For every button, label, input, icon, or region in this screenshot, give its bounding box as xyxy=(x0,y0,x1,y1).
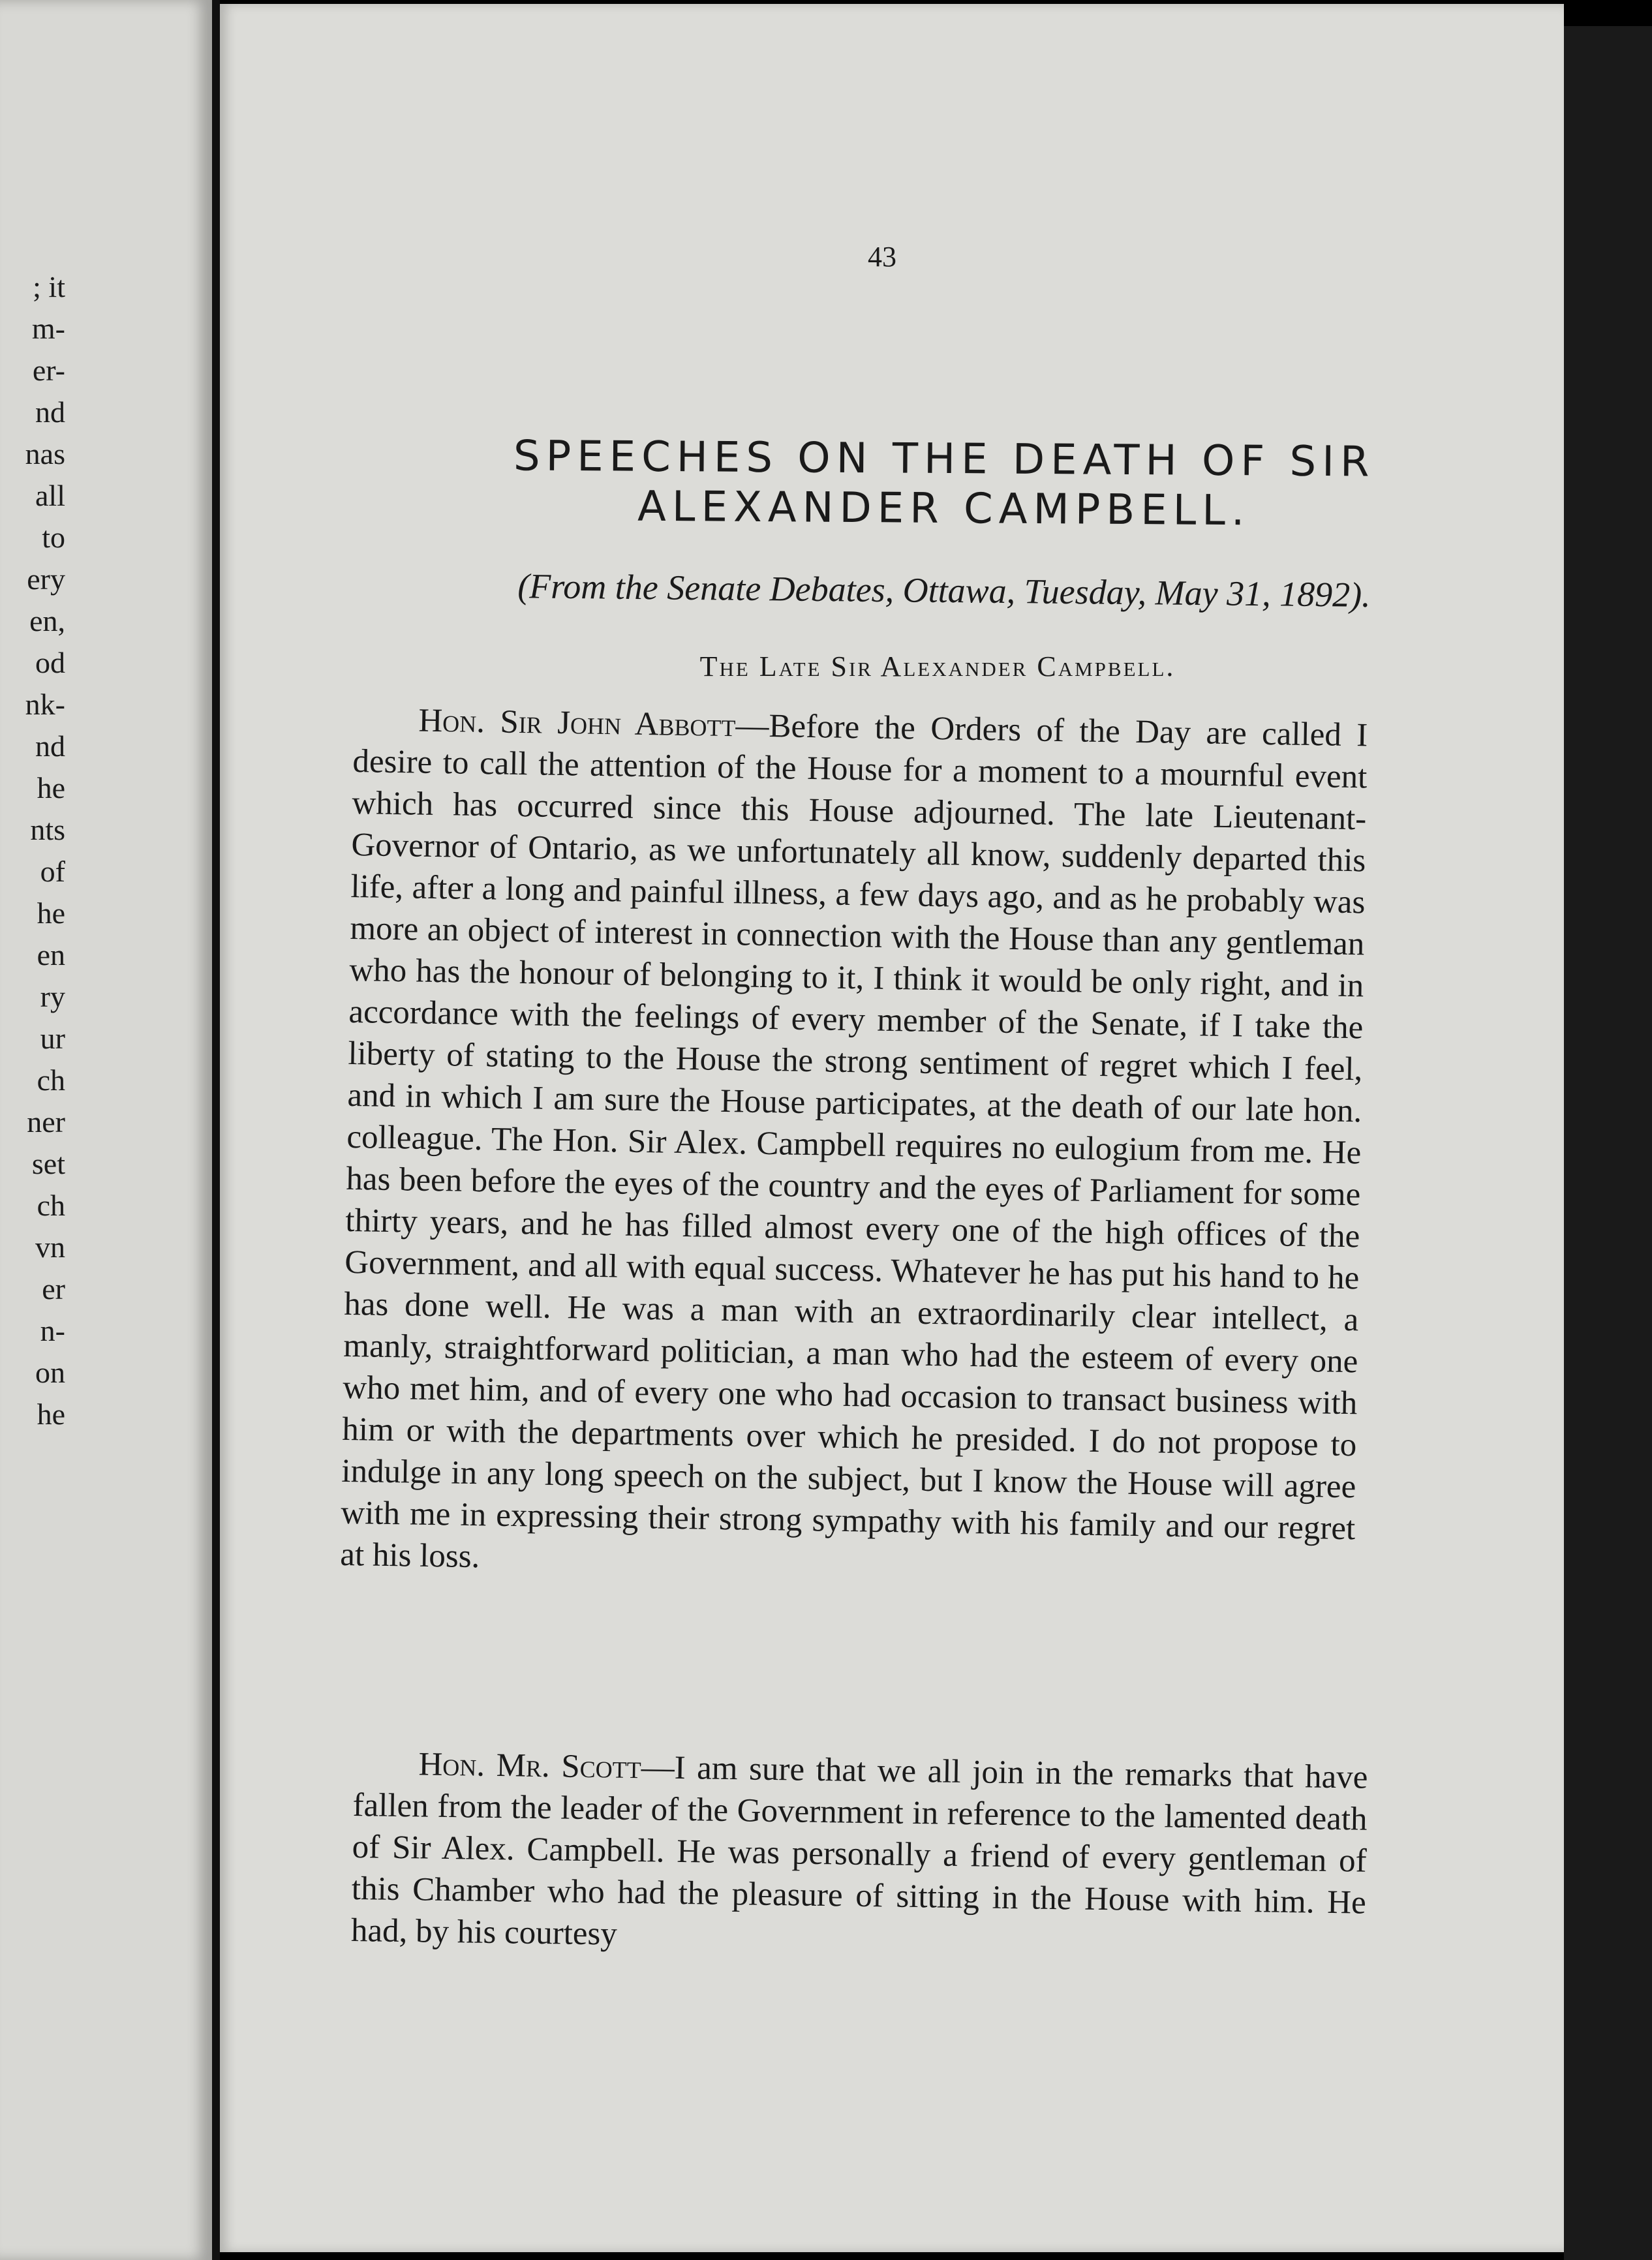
left-fragment: ery xyxy=(27,562,65,596)
book-gutter xyxy=(212,0,220,2260)
speech-text: —Before the Orders of the Day are called I desire to call the attention of the House for a moment to a mournful event which has occurred since this House adjourned. The late Lieutenant-Governor of Ontario, as we unfortunately all know, suddenly departed this life, after a long and painful illness, a few days ago, and as he probably was more an object of interest in connection with the House than any gentleman who has the honour of belonging to it, I think it would be only right, and in accordance with the feelings of every member of the Senate, if I take the liberty of stating to the House the strong sentiment of regret which I feel, and in which I am sure the House participates, at the death of our late hon. colleague. The Hon. Sir Alex. Campbell requires no eulogium from me. He has been before the eyes of the country and the eyes of Parliament for some thirty years, and he has filled almost every one of the high offices of the Government, and all with equal success. Whatever he has put his hand to he has done well. He was a man with an extraordinarily clear intellect, a manly, straightforward politician, a man who had the esteem of every one who met him, and of every one who had occasion to transact business with him or with the departments over which he presided. I do not propose to indulge in any long speech on the subject, but I know the House will agree with me in expressing their strong sympathy with his family and our regret at his loss. xyxy=(339,707,1368,1576)
left-fragment: od xyxy=(35,646,65,679)
left-fragment: vn xyxy=(35,1230,65,1264)
left-fragment: to xyxy=(42,521,65,554)
title-line-1: SPEECHES ON THE DEATH OF SIR xyxy=(513,432,1375,487)
left-fragment: nd xyxy=(35,395,65,429)
left-fragment: he xyxy=(37,771,65,804)
left-fragment: er xyxy=(42,1272,65,1306)
left-fragment: ner xyxy=(27,1105,65,1138)
left-fragment: en, xyxy=(29,604,65,637)
left-fragment: on xyxy=(35,1356,65,1389)
left-fragment: ch xyxy=(37,1063,65,1097)
left-fragment: m- xyxy=(31,312,65,345)
left-fragment: all xyxy=(35,479,65,512)
previous-page-text-fragments xyxy=(0,266,65,1435)
left-fragment: ry xyxy=(40,980,65,1013)
previous-page-edge xyxy=(0,0,212,2260)
left-fragment: n- xyxy=(40,1314,65,1347)
left-fragment: er- xyxy=(32,354,65,387)
scanner-backboard xyxy=(1564,26,1652,2260)
speech-paragraph-abbott xyxy=(340,699,1368,1591)
left-fragment: ch xyxy=(37,1189,65,1222)
speech-paragraph-scott xyxy=(351,1743,1368,1966)
left-fragment: he xyxy=(37,1397,65,1431)
left-fragment: ur xyxy=(40,1022,65,1055)
left-fragment: of xyxy=(40,855,65,888)
page-number: 43 xyxy=(868,241,896,273)
title-line-2: ALEXANDER CAMPBELL. xyxy=(637,482,1251,536)
source-citation: (From the Senate Debates, Ottawa, Tuesday, May 31, 1892). xyxy=(517,566,1371,615)
left-fragment: he xyxy=(37,896,65,930)
left-fragment: ; it xyxy=(33,270,65,303)
page-title xyxy=(324,430,1564,538)
left-fragment: nd xyxy=(35,729,65,763)
speech-text: —I am sure that we all join in the remarks that have fallen from the leader of the Government in reference to the lamented death of Sir Alex. Campbell. He was personally a friend of every gentleman of this Chamber who had the pleasure of sitting in the House with him. He had, by his courtesy xyxy=(350,1749,1368,1953)
left-fragment: set xyxy=(31,1147,65,1180)
left-fragment: nas xyxy=(25,437,65,470)
speaker-name: Hon. Mr. Scott xyxy=(418,1746,642,1786)
left-fragment: nts xyxy=(30,813,65,846)
speaker-name: Hon. Sir John Abbott xyxy=(418,702,736,744)
section-heading: The Late Sir Alexander Campbell. xyxy=(699,650,1176,682)
left-fragment: nk- xyxy=(25,688,65,721)
left-fragment: en xyxy=(37,938,65,971)
book-page xyxy=(220,4,1564,2252)
